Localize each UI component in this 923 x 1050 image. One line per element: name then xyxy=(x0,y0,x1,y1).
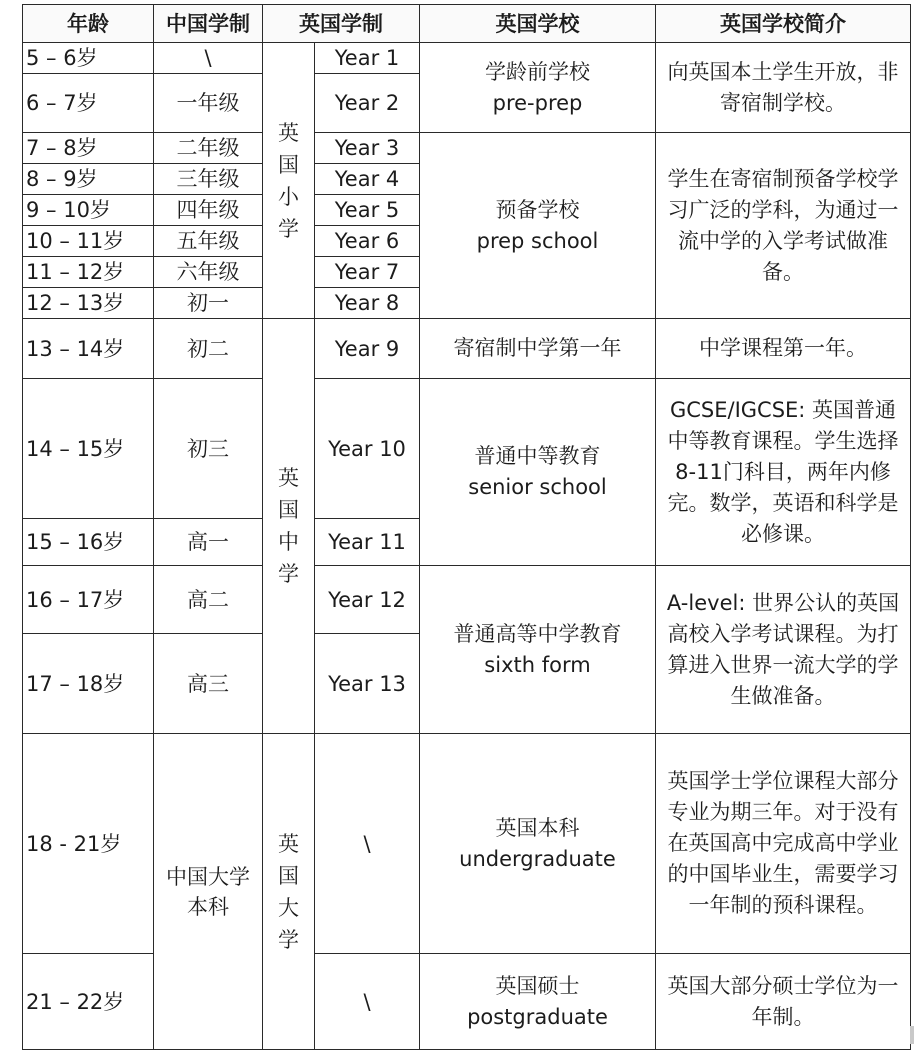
age-cell: 14 – 15岁 xyxy=(23,379,154,519)
school-preprep xyxy=(420,43,656,133)
age-cell: 15 – 16岁 xyxy=(23,519,154,566)
table-row xyxy=(23,734,911,954)
age-cell: 11 – 12岁 xyxy=(23,257,154,288)
cn-grade-cell: 高二 xyxy=(154,566,263,634)
age-cell: 17 – 18岁 xyxy=(23,634,154,734)
cn-grade-cell: 初二 xyxy=(154,319,263,379)
school-preprep-en: pre-prep xyxy=(492,90,583,115)
school-sixth-form xyxy=(420,566,656,734)
school-prep-cn: 预备学校 xyxy=(495,197,580,222)
page-edge-mark xyxy=(910,1026,914,1044)
uk-year-cell: Year 2 xyxy=(315,74,420,133)
age-cell: 16 – 17岁 xyxy=(23,566,154,634)
intro-prep: 学生在寄宿制预备学校学习广泛的学科，为通过一流中学的入学考试做准备。 xyxy=(656,133,911,319)
uk-year-cell: Year 4 xyxy=(315,164,420,195)
intro-year9: 中学课程第一年。 xyxy=(656,319,911,379)
age-cell: 8 – 9岁 xyxy=(23,164,154,195)
age-cell: 21 – 22岁 xyxy=(23,954,154,1050)
table-row xyxy=(23,43,911,74)
school-prep-en: prep school xyxy=(476,228,599,253)
intro-preprep: 向英国本土学生开放，非寄宿制学校。 xyxy=(656,43,911,133)
school-boarding-first: 寄宿制中学第一年 xyxy=(420,319,656,379)
cn-grade-cell: 六年级 xyxy=(154,257,263,288)
uk-year-cell: Year 11 xyxy=(315,519,420,566)
cn-grade-cell: \ xyxy=(154,43,263,74)
cn-university-label: 中国大学本科 xyxy=(166,864,250,919)
cn-grade-cell: 二年级 xyxy=(154,133,263,164)
uk-year-cell: Year 8 xyxy=(315,288,420,319)
uk-year-cell: Year 9 xyxy=(315,319,420,379)
header-row xyxy=(23,5,911,43)
table-row xyxy=(23,133,911,164)
age-cell: 18 - 21岁 xyxy=(23,734,154,954)
school-undergrad xyxy=(420,734,656,954)
uk-year-cell: Year 5 xyxy=(315,195,420,226)
cn-grade-cell: 初一 xyxy=(154,288,263,319)
header-uk-intro: 英国学校简介 xyxy=(656,5,911,43)
header-cn-system: 中国学制 xyxy=(154,5,263,43)
uk-stage-primary-label: 英国小学 xyxy=(278,120,299,241)
intro-postgrad: 英国大部分硕士学位为一年制。 xyxy=(656,954,911,1050)
uk-stage-university xyxy=(263,734,315,1050)
school-senior xyxy=(420,379,656,566)
school-senior-cn: 普通中等教育 xyxy=(474,444,601,468)
age-cell: 7 – 8岁 xyxy=(23,133,154,164)
education-system-table xyxy=(22,4,911,1050)
cn-grade-cell: 四年级 xyxy=(154,195,263,226)
table-row xyxy=(23,319,911,379)
school-postgrad-cn: 英国硕士 xyxy=(495,973,580,998)
cn-grade-cell: 初三 xyxy=(154,379,263,519)
school-preprep-cn: 学龄前学校 xyxy=(485,59,590,84)
header-age: 年龄 xyxy=(23,5,154,43)
age-cell: 6 – 7岁 xyxy=(23,74,154,133)
uk-year-cell: \ xyxy=(315,734,420,954)
uk-year-cell: Year 6 xyxy=(315,226,420,257)
cn-grade-cell: 一年级 xyxy=(154,74,263,133)
school-sixth-cn: 普通高等中学教育 xyxy=(453,621,622,646)
header-uk-system: 英国学制 xyxy=(263,5,420,43)
school-undergrad-en: undergraduate xyxy=(459,846,616,871)
school-senior-en: senior school xyxy=(468,475,607,499)
uk-year-cell: Year 1 xyxy=(315,43,420,74)
uk-stage-primary xyxy=(263,43,315,319)
age-cell: 5 – 6岁 xyxy=(23,43,154,74)
uk-stage-university-label: 英国大学 xyxy=(278,831,299,952)
uk-year-cell: Year 12 xyxy=(315,566,420,634)
cn-grade-cell: 高一 xyxy=(154,519,263,566)
table-wrapper xyxy=(22,4,911,1050)
school-sixth-en: sixth form xyxy=(484,652,591,677)
age-cell: 13 – 14岁 xyxy=(23,319,154,379)
uk-stage-secondary xyxy=(263,319,315,734)
cn-grade-cell: 高三 xyxy=(154,634,263,734)
uk-stage-secondary-label: 英国中学 xyxy=(278,466,299,586)
uk-year-cell: Year 7 xyxy=(315,257,420,288)
intro-undergrad: 英国学士学位课程大部分专业为期三年。对于没有在英国高中完成高中学业的中国毕业生，需要学习一年制的预科课程。 xyxy=(656,734,911,954)
age-cell: 10 – 11岁 xyxy=(23,226,154,257)
table-row xyxy=(23,379,911,519)
school-postgrad xyxy=(420,954,656,1050)
uk-year-cell: Year 10 xyxy=(315,379,420,519)
school-prep xyxy=(420,133,656,319)
age-cell: 12 – 13岁 xyxy=(23,288,154,319)
uk-year-cell: Year 13 xyxy=(315,634,420,734)
cn-grade-cell xyxy=(154,734,263,1050)
intro-gcse: GCSE/IGCSE: 英国普通中等教育课程。学生选择8-11门科目，两年内修完。数学，英语和科学是必修课。 xyxy=(656,379,911,566)
table-row xyxy=(23,566,911,634)
uk-year-cell: \ xyxy=(315,954,420,1050)
school-undergrad-cn: 英国本科 xyxy=(495,815,580,840)
cn-grade-cell: 五年级 xyxy=(154,226,263,257)
header-uk-school: 英国学校 xyxy=(420,5,656,43)
age-cell: 9 – 10岁 xyxy=(23,195,154,226)
school-postgrad-en: postgraduate xyxy=(467,1004,608,1029)
intro-alevel: A-level: 世界公认的英国高校入学考试课程。为打算进入世界一流大学的学生做准备。 xyxy=(656,566,911,734)
cn-grade-cell: 三年级 xyxy=(154,164,263,195)
uk-year-cell: Year 3 xyxy=(315,133,420,164)
